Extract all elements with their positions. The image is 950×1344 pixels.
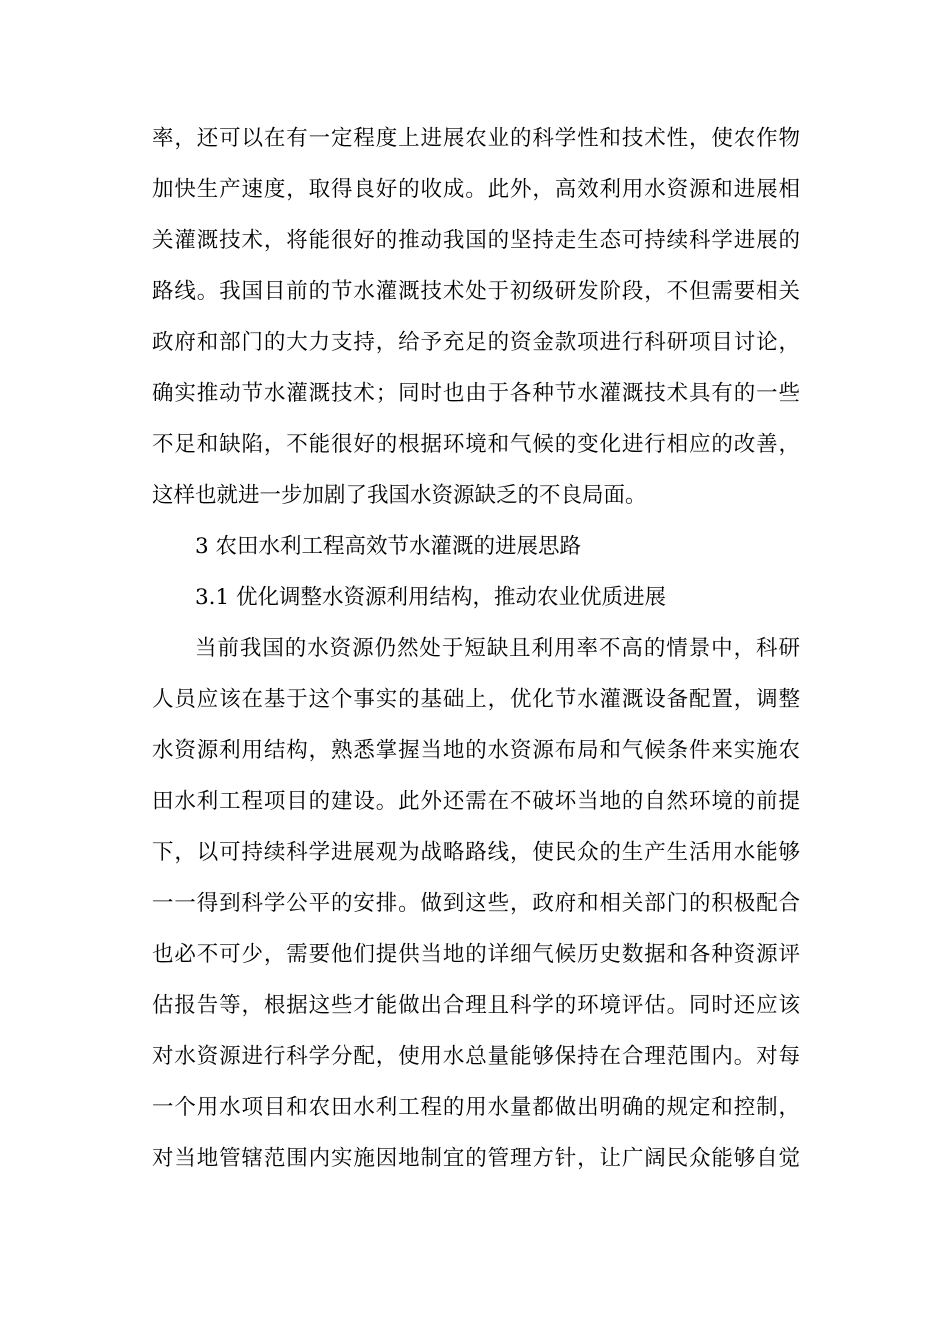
paragraph-2-line-9: 对水资源进行科学分配，使用水总量能够保持在合理范围内。对每 [152,1044,800,1069]
section-heading: 3 农田水利工程高效节水灌溉的进展思路 [195,534,582,559]
paragraph-1-line-3: 关灌溉技术，将能很好的推动我国的坚持走生态可持续科学进展的 [152,228,800,253]
paragraph-2-line-7: 也必不可少，需要他们提供当地的详细气候历史数据和各种资源评 [152,942,800,967]
paragraph-2-line-8: 估报告等，根据这些才能做出合理且科学的环境评估。同时还应该 [152,993,800,1018]
paragraph-2-line-3: 水资源利用结构，熟悉掌握当地的水资源布局和气候条件来实施农 [152,738,800,763]
paragraph-1-line-8: 这样也就进一步加剧了我国水资源缺乏的不良局面。 [152,483,647,508]
paragraph-1-line-2: 加快生产速度，取得良好的收成。此外，高效利用水资源和进展相 [152,177,800,202]
paragraph-2-line-5: 下，以可持续科学进展观为战略路线，使民众的生产生活用水能够 [152,840,800,865]
subsection-heading: 3.1 优化调整水资源利用结构，推动农业优质进展 [195,585,667,610]
paragraph-2-line-2: 人员应该在基于这个事实的基础上，优化节水灌溉设备配置，调整 [152,687,800,712]
paragraph-2-line-1: 当前我国的水资源仍然处于短缺且利用率不高的情景中，科研 [195,636,800,661]
paragraph-2-line-6: 一一得到科学公平的安排。做到这些，政府和相关部门的积极配合 [152,891,800,916]
paragraph-1-line-4: 路线。我国目前的节水灌溉技术处于初级研发阶段，不但需要相关 [152,279,800,304]
paragraph-1-line-7: 不足和缺陷，不能很好的根据环境和气候的变化进行相应的改善， [152,432,800,457]
paragraph-1-line-6: 确实推动节水灌溉技术；同时也由于各种节水灌溉技术具有的一些 [152,381,800,406]
paragraph-1-line-5: 政府和部门的大力支持，给予充足的资金款项进行科研项目讨论， [152,330,800,355]
paragraph-1-line-1: 率，还可以在有一定程度上进展农业的科学性和技术性，使农作物 [152,126,800,151]
paragraph-2-line-11: 对当地管辖范围内实施因地制宜的管理方针，让广阔民众能够自觉 [152,1146,800,1171]
paragraph-2-line-4: 田水利工程项目的建设。此外还需在不破坏当地的自然环境的前提 [152,789,800,814]
paragraph-2-line-10: 一个用水项目和农田水利工程的用水量都做出明确的规定和控制， [152,1095,800,1120]
